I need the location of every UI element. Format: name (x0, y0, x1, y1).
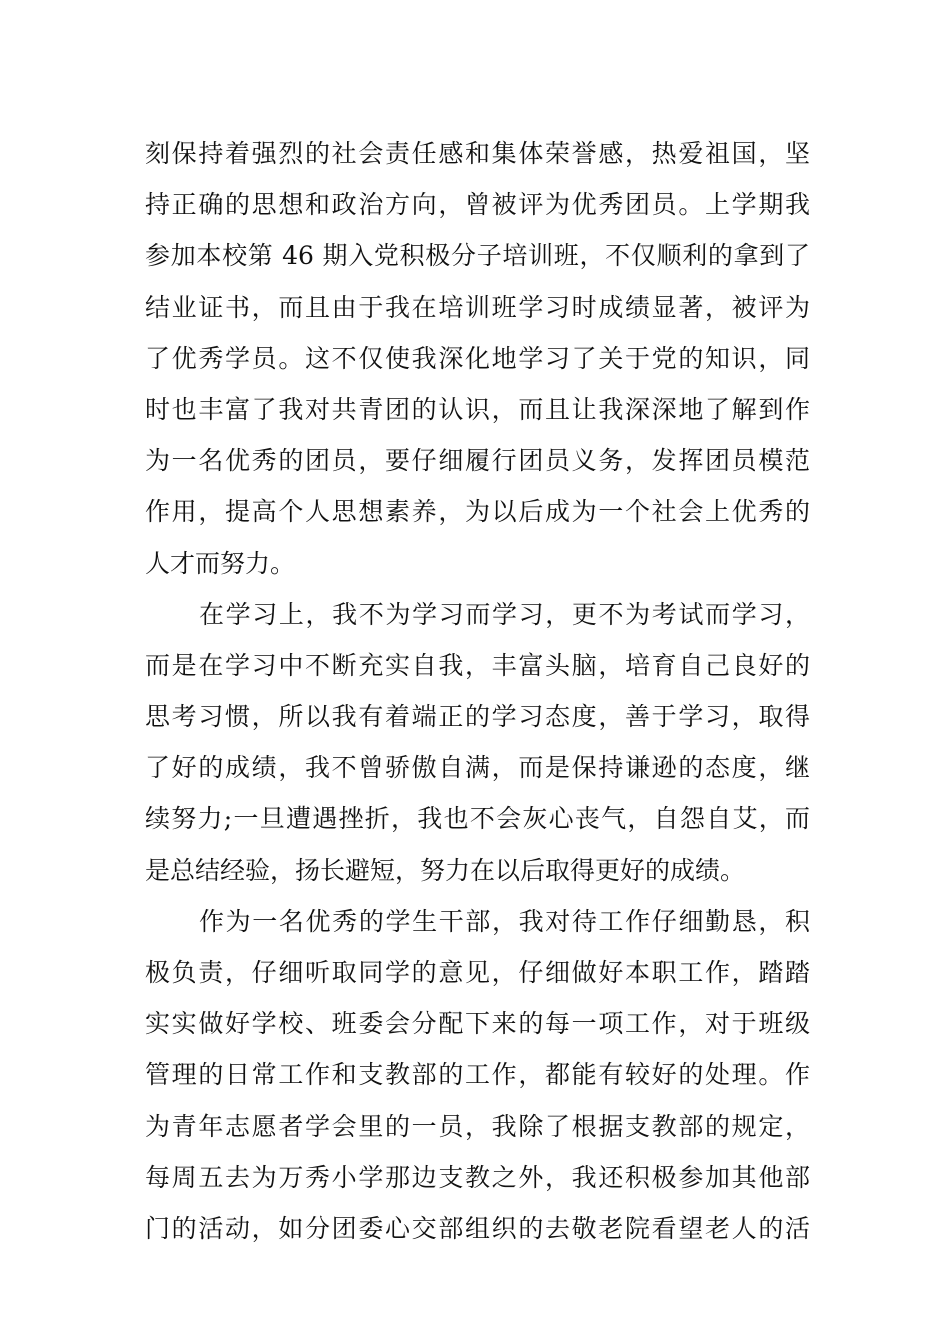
paragraph-2 (145, 589, 810, 896)
text-line: 结业证书，而且由于我在培训班学习时成绩显著，被评为 (145, 292, 810, 322)
text-line: 参加本校第 46 期入党积极分子培训班，不仅顺利的拿到了 (145, 241, 810, 271)
document-body (145, 128, 810, 1254)
text-line: 作用，提高个人思想素养，为以后成为一个社会上优秀的 (145, 497, 810, 527)
text-line: 是总结经验，扬长避短，努力在以后取得更好的成绩。 (145, 855, 746, 885)
text-line: 每周五去为万秀小学那边支教之外，我还积极参加其他部 (145, 1162, 810, 1192)
text-line: 门的活动，如分团委心交部组织的去敬老院看望老人的活 (145, 1213, 810, 1243)
text-line: 而是在学习中不断充实自我，丰富头脑，培育自己良好的 (145, 650, 810, 680)
text-line: 持正确的思想和政治方向，曾被评为优秀团员。上学期我 (145, 190, 810, 220)
paragraph-1 (145, 128, 810, 589)
text-line: 极负责，仔细听取同学的意见，仔细做好本职工作，踏踏 (145, 958, 810, 987)
text-line: 在学习上，我不为学习而学习，更不为考试而学习， (199, 599, 810, 629)
text-line: 了优秀学员。这不仅使我深化地学习了关于党的知识，同 (145, 343, 810, 373)
paragraph-3 (145, 896, 810, 1254)
text-line: 实实做好学校、班委会分配下来的每一项工作，对于班级 (145, 1009, 810, 1039)
text-line: 续努力;一旦遭遇挫折，我也不会灰心丧气，自怨自艾，而 (145, 804, 810, 834)
text-line: 思考习惯，所以我有着端正的学习态度，善于学习，取得 (145, 702, 810, 732)
text-line: 时也丰富了我对共青团的认识，而且让我深深地了解到作 (145, 394, 810, 424)
text-line: 作为一名优秀的学生干部，我对待工作仔细勤恳，积 (199, 906, 810, 936)
text-line: 为青年志愿者学会里的一员，我除了根据支教部的规定， (145, 1111, 810, 1141)
text-line: 人才而努力。 (145, 548, 296, 578)
text-line: 了好的成绩，我不曾骄傲自满，而是保持谦逊的态度，继 (145, 753, 810, 783)
text-line: 刻保持着强烈的社会责任感和集体荣誉感，热爱祖国，坚 (145, 139, 810, 168)
text-line: 为一名优秀的团员，要仔细履行团员义务，发挥团员模范 (145, 446, 810, 476)
text-line: 管理的日常工作和支教部的工作，都能有较好的处理。作 (145, 1060, 810, 1090)
